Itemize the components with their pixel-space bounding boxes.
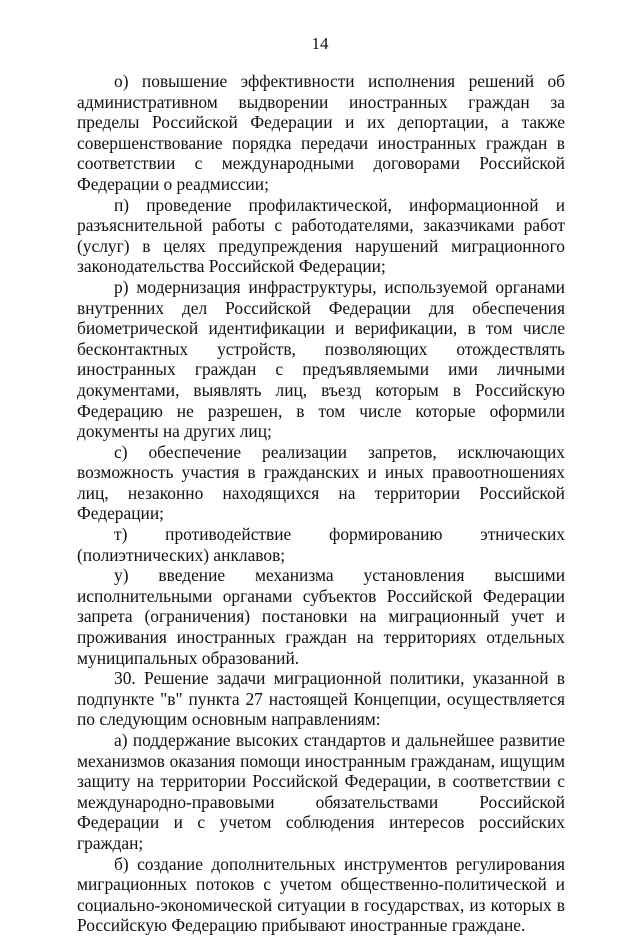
paragraph-u: у) введение механизма установления высшими исполнительными органами субъектов Российской Федерации запрета (ограничения) постановки на миграционный учет и проживания иностранных граждан на территориях отдельных муниципальных образований. <box>77 565 565 668</box>
paragraph-r: р) модернизация инфраструктуры, используемой органами внутренних дел Российской Федерации для обеспечения биометрической идентификации и верификации, в том числе бесконтактных устройств, позволяющих отождествлять иностранных граждан с предъявляемыми ими личными документами, выявлять лиц, въезд которым в Российскую Федерацию не разрешен, в том числе которые оформили документы на других лиц; <box>77 276 565 442</box>
paragraph-s: с) обеспечение реализации запретов, исключающих возможность участия в гражданских и иных правоотношениях лиц, незаконно находящихся на территории Российской Федерации; <box>77 441 565 524</box>
paragraph-30: 30. Решение задачи миграционной политики, указанной в подпункте "в" пункта 27 настоящей Концепции, осуществляется по следующим основным направлениям: <box>77 668 565 730</box>
paragraph-p: п) проведение профилактической, информационной и разъяснительной работы с работодателями, заказчиками работ (услуг) в целях предупреждения нарушений миграционного законодательства Российской Федерации; <box>77 194 565 277</box>
paragraph-o: о) повышение эффективности исполнения решений об административном выдворении иностранных граждан за пределы Российской Федерации и их депортации, а также совершенствование порядка передачи иностранных граждан в соответствии с международными договорами Российской Федерации о реадмиссии; <box>77 71 565 194</box>
paragraph-a: а) поддержание высоких стандартов и дальнейшее развитие механизмов оказания помощи иностранным гражданам, ищущим защиту на территории Российской Федерации, в соответствии с международно-правовыми обязательствами Российской Федерации и с учетом соблюдения интересов российских граждан; <box>77 730 565 853</box>
document-body <box>77 71 565 936</box>
paragraph-b: б) создание дополнительных инструментов регулирования миграционных потоков с учетом общественно-политической и социально-экономической ситуации в государствах, из которых в Российскую Федерацию прибывают иностранные граждане. <box>77 853 565 936</box>
page-number: 14 <box>311 34 329 53</box>
paragraph-t: т) противодействие формированию этнических (полиэтнических) анклавов; <box>77 524 565 565</box>
